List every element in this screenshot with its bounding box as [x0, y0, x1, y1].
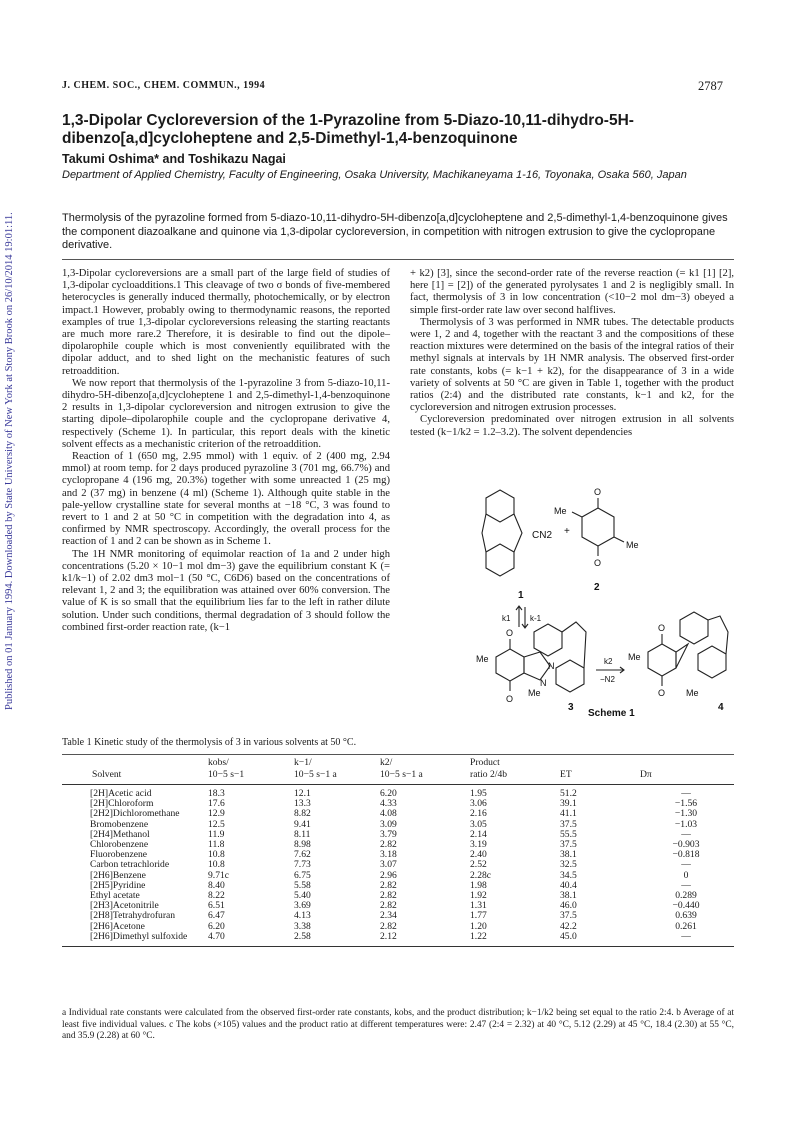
table-row: [62, 820, 734, 830]
quinone-ring-3: [496, 649, 524, 681]
table-cell: 4.13: [294, 910, 311, 922]
table-cell: 6.20: [208, 920, 225, 932]
table-cell: 5.40: [294, 890, 311, 902]
table-cell: 1.22: [468, 932, 558, 947]
atom-label: Me: [686, 688, 699, 698]
table-cell: 9.41: [294, 818, 311, 830]
table-cell: 1.98: [470, 879, 487, 891]
table-cell: Carbon tetrachloride: [90, 859, 170, 871]
table-cell: [2H8]Tetrahydrofuran: [90, 910, 176, 922]
table-cell: 46.0: [560, 900, 577, 912]
table-cell: −1.56: [674, 798, 698, 810]
table-row: [62, 809, 734, 819]
table-cell: 3.07: [380, 859, 397, 871]
table-cell: −0.440: [672, 900, 700, 912]
table-cell: 10.8: [208, 859, 225, 871]
table-cell: 8.11: [294, 828, 311, 840]
paragraph: Thermolysis of 3 was performed in NMR tubes. The detectable products were 1, 2 and 4, together with the reactant 3 and the compositions of these reaction mixtures were determined on the basis of the integral ratios of their methyl signals at intervals by 1H NMR analysis. The observed first-order rate constants, kobs (= k−1 + k2), for the disappearance of 3 in a wide variety of solvents at 50 °C are given in Table 1, together with the product ratios (2:4) and the distributed rate constants, k−1 and k2, for the cycloreversion and nitrogen extrusion processes.: [410, 316, 734, 414]
compound-label-2: 2: [594, 582, 600, 593]
table-cell: 9.71c: [208, 869, 230, 881]
table-cell: —: [681, 879, 691, 891]
nitrogen-loss-label: −N2: [600, 675, 615, 684]
header-ratio-unit: ratio 2/4b: [468, 770, 558, 785]
plus-sign: +: [564, 526, 570, 537]
table-cell: 13.3: [294, 798, 311, 810]
atom-label: O: [594, 487, 602, 497]
table-cell: 38.1: [560, 849, 577, 861]
table-cell: 11.9: [208, 828, 225, 840]
table-cell: 2.82: [380, 890, 397, 902]
table-cell: 2.52: [470, 859, 487, 871]
header-k2-unit: 10−5 s−1 a: [378, 770, 468, 785]
table-cell: 0.261: [675, 920, 697, 932]
table-cell: 7.62: [294, 849, 311, 861]
paragraph: + k2) [3], since the second-order rate of the reverse reaction (= k1 [1] [2], here [1] = [2]) of the generated pyrolysates 1 and 2 is negligibly small. In fact, thermolysis of 3 in low concentration (<10−2 mol dm−3) obeyed a simple first-order rate law over second halflives.: [410, 268, 734, 316]
benzene-ring-3a: [534, 624, 562, 656]
abstract-divider: [62, 259, 734, 260]
table-cell: [2H3]Acetonitrile: [90, 900, 159, 912]
right-column: [410, 268, 734, 439]
table-cell: 12.5: [208, 818, 225, 830]
table-row: [62, 932, 734, 947]
scheme-1-diagram: [448, 482, 734, 722]
table-cell: 6.51: [208, 900, 225, 912]
rate-label-k1: k1: [502, 614, 511, 623]
table-cell: 41.1: [560, 808, 577, 820]
table-cell: 3.06: [470, 798, 487, 810]
header-et: ET: [558, 770, 638, 785]
table-cell: 11.8: [208, 839, 225, 851]
table-cell: 3.38: [294, 920, 311, 932]
affiliation: Department of Applied Chemistry, Faculty of Engineering, Osaka University, Machikaneyama 1-16, Toyonaka, Osaka 560, Japan: [62, 169, 687, 181]
table-row: [62, 860, 734, 870]
table-cell: [2H6]Dimethyl sulfoxide: [62, 932, 206, 947]
header-product: Product: [470, 757, 500, 768]
table-cell: 12.9: [208, 808, 225, 820]
atom-label: N: [540, 678, 547, 688]
benzene-ring-4a: [680, 612, 708, 644]
header-kobs-unit: 10−5 s−1: [206, 770, 292, 785]
table-row: [62, 785, 734, 800]
table-cell: 10.8: [208, 849, 225, 861]
table-row: [62, 840, 734, 850]
table-row: [62, 830, 734, 840]
table-cell: 7.73: [294, 859, 311, 871]
table-cell: 8.98: [294, 839, 311, 851]
paragraph: We now report that thermolysis of the 1-pyrazoline 3 from 5-diazo-10,11-dihydro-5H-dibenzo[a,d]cycloheptene 1 and 2,5-dimethyl-1,4-benzoquinone 2 results in 1,3-dipolar cycloreversion and nitrogen extrusion to give the starting dipole–dipolarophile couple and the cyclopropane derivative 4, respectively (Scheme 1). In particular, this report deals with the kinetic solvent effects as a mechanistic criterion of the retroaddition.: [62, 377, 390, 450]
table-cell: 1.31: [470, 900, 487, 912]
paragraph: Reaction of 1 (650 mg, 2.95 mmol) with 1 equiv. of 2 (400 mg, 2.94 mmol) at room temp. for 2 days produced pyrazoline 3 (701 mg, 66.7%) and cyclopropane 4 (196 mg, 20.3%) together with some unreacted 1 (25 mg) and 2 (37 mg) in benzene (4 ml) (Scheme 1). Although quite stable in the pale-yellow crystalline state for several months at −18 °C, 3 was found to revert to 1 and 2 at 50 °C in competition with the degradation into 4, as confirmed by NMR spectroscopy. Accordingly, the overall process for the reaction of 1 and 2 can be shown as in Scheme 1.: [62, 451, 390, 548]
table-cell: −1.03: [674, 818, 698, 830]
table-cell: 51.2: [560, 788, 577, 799]
quinone-ring-4: [648, 644, 676, 676]
table-cell: 2.28c: [470, 869, 492, 881]
compound-label-1: 1: [518, 590, 524, 601]
atom-label: Me: [554, 506, 567, 516]
compound-label-4: 4: [718, 702, 724, 713]
table-cell: 55.5: [560, 828, 577, 840]
table-cell: 2.82: [380, 900, 397, 912]
table-cell: 38.1: [560, 890, 577, 902]
atom-label: O: [506, 628, 514, 638]
table-cell: 8.40: [208, 879, 225, 891]
diazo-label: CN2: [532, 530, 553, 541]
table-cell: 8.22: [208, 890, 225, 902]
table-cell: 2.82: [380, 839, 397, 851]
atom-label: O: [658, 623, 666, 633]
journal-header: J. CHEM. SOC., CHEM. COMMUN., 1994: [62, 80, 266, 91]
table-cell: −0.903: [672, 839, 700, 851]
table-cell: 17.6: [208, 798, 225, 810]
table-cell: 6.47: [208, 910, 225, 922]
table-cell: 3.69: [294, 900, 311, 912]
table-cell: [2H5]Pyridine: [90, 879, 146, 891]
table-cell: 45.0: [558, 932, 638, 947]
quinone-ring-2: [582, 508, 614, 546]
table-cell: 6.75: [294, 869, 311, 881]
download-watermark: [4, 150, 18, 710]
table-cell: 1.92: [470, 890, 487, 902]
rate-label-k-1: k-1: [530, 614, 542, 623]
kinetics-table: [62, 758, 734, 947]
table-cell: −0.818: [672, 849, 700, 861]
atom-label: O: [506, 694, 514, 704]
table-cell: 2.58: [292, 932, 378, 947]
left-column: [62, 268, 390, 634]
table-cell: 3.79: [380, 828, 397, 840]
table-cell: 6.20: [380, 788, 397, 799]
atom-label: Me: [628, 652, 641, 662]
table-row: [62, 881, 734, 891]
atom-label: Me: [528, 688, 541, 698]
table-cell: 3.18: [380, 849, 397, 861]
header-k-1-unit: 10−5 s−1 a: [292, 770, 378, 785]
table-cell: 2.82: [380, 920, 397, 932]
table-cell: 2.34: [380, 910, 397, 922]
table-cell: 3.19: [470, 839, 487, 851]
table-cell: 8.82: [294, 808, 311, 820]
table-cell: 0.289: [675, 890, 697, 902]
table-cell: Bromobenzene: [90, 818, 149, 830]
table-cell: 37.5: [560, 839, 577, 851]
table-cell: Ethyl acetate: [90, 890, 140, 902]
table-cell: 1.95: [470, 788, 487, 799]
article-title: 1,3-Dipolar Cycloreversion of the 1-Pyrazoline from 5-Diazo-10,11-dihydro-5H-dibenzo[a,d]cycloheptene and 2,5-Dimethyl-1,4-benzoquinone: [62, 112, 634, 147]
table-cell: —: [638, 932, 734, 947]
paragraph: The 1H NMR monitoring of equimolar reaction of 1a and 2 under high concentrations (5.20 × 10−1 mol dm−3) gave the equilibrium constant K (= k1/k−1) of 2.02 dm3 mol−1 (50 °C, C6D6) based on the concentrations of relevant 1, 2 and 3; the equilibration was attained over 60% conversion. The value of K is so small that the equilibrium lies far to the left in rather dilute solution. Under such conditions, thermal degradation of 3 should follow the combined first-order reaction rate, (k−1: [62, 548, 390, 633]
download-note: Published on 01 January 1994. Downloaded by State University of New York at Stony Brook on 26/10/2014 19:01:11.: [4, 212, 15, 710]
header-solvent: Solvent: [62, 770, 206, 785]
table-cell: 2.40: [470, 849, 487, 861]
table-cell: 4.70: [206, 932, 292, 947]
table-cell: [2H6]Benzene: [90, 869, 146, 881]
table-cell: 5.58: [294, 879, 311, 891]
table-footnote: a Individual rate constants were calculated from the observed first-order rate constants, kobs, and the product distribution; k−1/k2 being set equal to the ratio 2:4. b Average of at least five individual values. c The kobs (×105) values and the product ratio at different temperatures were: 2.47 (2:4 = 2.32) at 40 °C, 5.12 (2.29) at 45 °C, 18.4 (2.30) at 55 °C, and 35.9 (2.28) at 60 °C.: [62, 1008, 734, 1041]
rate-label-k2: k2: [604, 657, 613, 666]
atom-label: O: [594, 558, 602, 568]
table-top-rule: [62, 754, 734, 755]
table-cell: [2H]Acetic acid: [90, 788, 152, 799]
table-cell: 0: [683, 869, 689, 881]
table-cell: 4.33: [380, 798, 397, 810]
table-cell: −1.30: [674, 808, 698, 820]
table-caption: Table 1 Kinetic study of the thermolysis of 3 in various solvents at 50 °C.: [62, 737, 357, 748]
paragraph: 1,3-Dipolar cycloreversions are a small part of the large field of studies of 1,3-dipolar cycloadditions.1 This cleavage of two σ bonds of five-membered heterocycles is generally induced thermally, photochemically, or by electron impact.1 However, probably owing to thermodynamic reasons, the reported examples of true 1,3-dipolar cycloreversions releasing the starting reactants are much more rare.2 Therefore, it is desirable to find out the dipole–dipolarophile couple which is most conveniently equilibrated with the dipolar adduct, and to shed light on the mechanistic features of such retroaddition.: [62, 268, 390, 377]
atom-label: Me: [476, 654, 489, 664]
pyrazoline-ring-3: [524, 652, 550, 680]
page-number: 2787: [698, 79, 723, 93]
table-cell: 12.1: [294, 788, 311, 799]
table-cell: [2H4]Methanol: [90, 828, 150, 840]
table-cell: 34.5: [560, 869, 577, 881]
table-cell: —: [681, 859, 691, 871]
benzene-ring-1a: [486, 490, 514, 522]
table-cell: 37.5: [560, 910, 577, 922]
compound-label-3: 3: [568, 702, 574, 713]
table-cell: 1.77: [470, 910, 487, 922]
table-cell: [2H6]Acetone: [90, 920, 145, 932]
table-row: [62, 871, 734, 881]
table-cell: 0.639: [675, 910, 697, 922]
table-cell: [2H2]Dichloromethane: [90, 808, 180, 820]
table-cell: 39.1: [560, 798, 577, 810]
table-cell: 32.5: [560, 859, 577, 871]
header-k2: k2/: [380, 757, 393, 768]
paragraph: Cycloreversion predominated over nitrogen extrusion in all solvents tested (k−1/k2 = 1.2–3.2). The solvent dependencies: [410, 414, 734, 438]
table-cell: 40.4: [560, 879, 577, 891]
header-dpi: Dπ: [638, 770, 734, 785]
table-cell: 2.82: [380, 879, 397, 891]
atom-label: Me: [626, 540, 639, 550]
table-cell: 2.12: [378, 932, 468, 947]
table-cell: 1.20: [470, 920, 487, 932]
table-cell: 2.96: [380, 869, 397, 881]
table-cell: Chlorobenzene: [90, 839, 149, 851]
table-row: [62, 911, 734, 921]
table-cell: Fluorobenzene: [90, 849, 148, 861]
scheme-caption: Scheme 1: [588, 708, 635, 719]
header-k-1: k−1/: [294, 757, 312, 768]
header-kobs: kobs/: [208, 757, 229, 768]
atom-label: N: [548, 661, 555, 671]
table-cell: 3.09: [380, 818, 397, 830]
table-cell: —: [681, 828, 691, 840]
authors: Takumi Oshima* and Toshikazu Nagai: [62, 152, 286, 166]
table-cell: 18.3: [208, 788, 225, 799]
table-cell: 2.16: [470, 808, 487, 820]
table-cell: 4.08: [380, 808, 397, 820]
table-cell: 37.5: [560, 818, 577, 830]
benzene-ring-1b: [486, 544, 514, 576]
table-cell: —: [681, 788, 691, 799]
table-cell: 42.2: [560, 920, 577, 932]
table-cell: 2.14: [470, 828, 487, 840]
abstract: Thermolysis of the pyrazoline formed from 5-diazo-10,11-dihydro-5H-dibenzo[a,d]cycloheptene and 2,5-dimethyl-1,4-benzoquinone gives the component diazoalkane and quinone via 1,3-dipolar cycloreversion, in competition with nitrogen extrusion to give the cyclopropane derivative.: [62, 212, 728, 251]
table-row: [62, 891, 734, 901]
table-cell: [2H]Chloroform: [90, 798, 154, 810]
table-cell: 3.05: [470, 818, 487, 830]
atom-label: O: [658, 688, 666, 698]
